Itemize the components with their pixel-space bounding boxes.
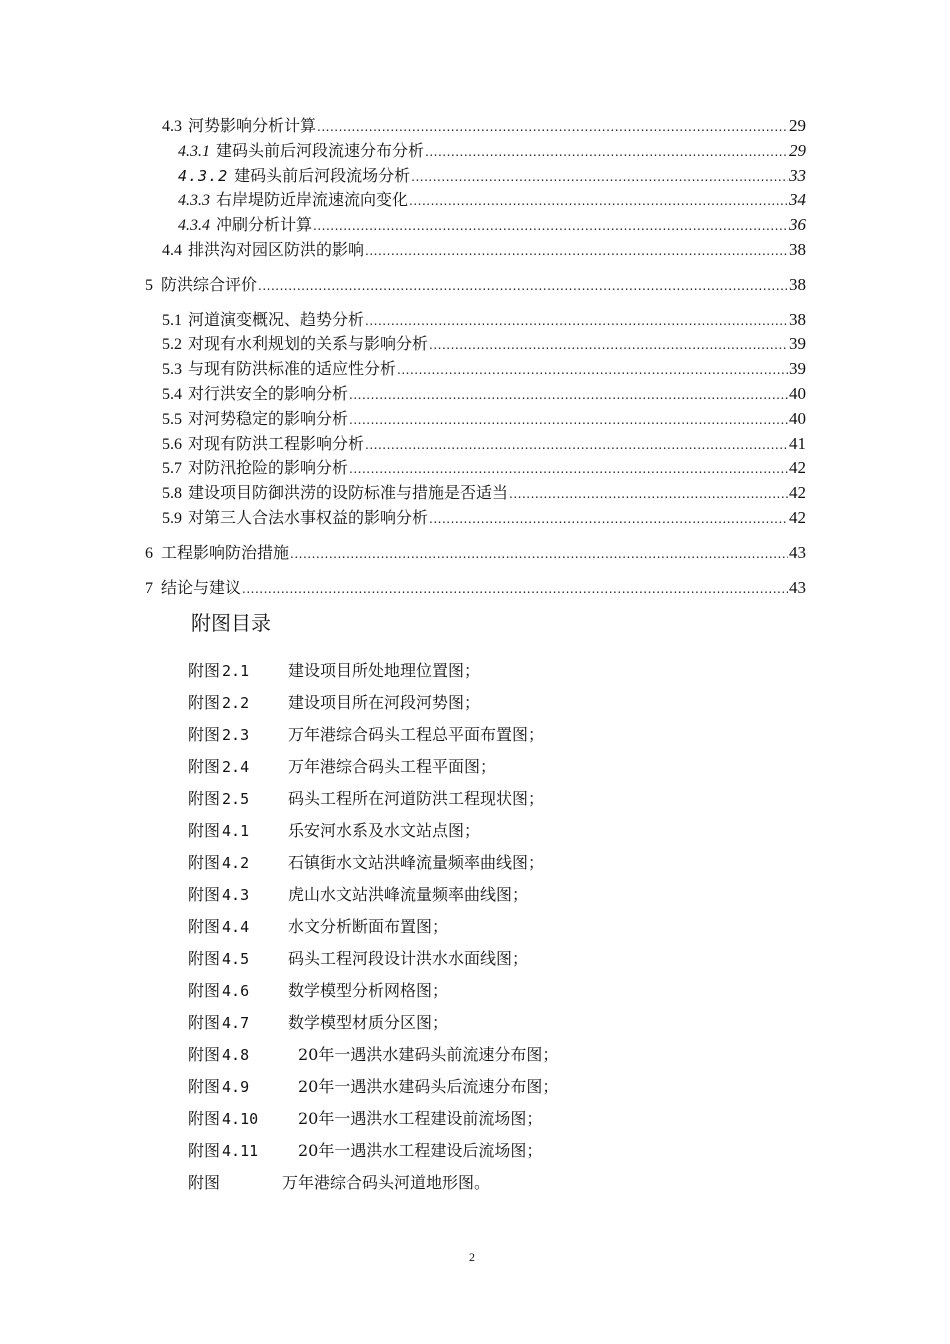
toc-entry[interactable] [162,333,806,355]
toc-entry-label [162,433,364,456]
toc-entry-title: 对河势稳定的影响分析 [188,409,349,428]
toc-entry[interactable] [178,140,806,162]
appendix-figure-number: 4.9 [222,1078,250,1096]
toc-dot-leader [429,508,788,530]
appendix-figure-code [188,979,288,1003]
appendix-figure-code [188,1139,288,1163]
toc-entry-page: 29 [789,141,806,160]
toc-entry-title: 建码头前后河段流场分析 [234,166,411,185]
toc-dot-leader [349,384,788,406]
appendix-figure-item [188,723,544,747]
page-number: 2 [469,1250,475,1264]
appendix-figure-number: 4.8 [222,1046,250,1064]
toc-entry-title: 对现有水利规划的关系与影响分析 [188,334,429,353]
toc-entry-number: 5.5 [162,411,182,428]
toc-entry-number: 5 [145,277,153,294]
appendix-figure-item [188,787,544,811]
appendix-figure-number: 4.4 [222,918,250,936]
appendix-figure-title: 建设项目所处地理位置图； [288,661,481,680]
appendix-figure-title: 万年港综合码头工程总平面布置图； [288,725,545,744]
appendix-figure-number: 4.10 [222,1110,259,1128]
appendix-figure-item [188,883,528,907]
appendix-figure-title: 码头工程河段设计洪水水面线图； [288,949,529,968]
appendix-figure-number: 4.3 [222,886,250,904]
toc-entry-label [162,383,348,406]
appendix-figure-code [188,787,288,811]
toc-dot-leader [242,578,788,600]
toc-entry-page: 29 [789,116,806,135]
toc-entry-page: 39 [789,359,806,378]
toc-entry-title: 冲刷分析计算 [216,215,313,234]
toc-entry-number: 7 [145,580,153,597]
toc-entry-number: 4.3.1 [178,143,210,160]
toc-entry-title: 右岸堤防近岸流速流向变化 [216,190,409,209]
toc-entry-page: 40 [789,409,806,428]
appendix-figure-item [188,1171,490,1195]
toc-entry-number: 5.3 [162,361,182,378]
toc-dot-leader [509,483,788,505]
appendix-figure-prefix: 附图 [188,1109,221,1128]
toc-entry[interactable] [178,214,806,236]
toc-dot-leader [349,409,788,431]
appendix-figure-prefix: 附图 [188,949,221,968]
toc-entry-label [162,309,364,332]
appendix-figure-code [188,1107,288,1131]
toc-entry-title: 与现有防洪标准的适应性分析 [188,359,397,378]
appendix-figure-prefix: 附图 [188,789,221,808]
toc-entry-title: 对第三人合法水事权益的影响分析 [188,508,429,527]
appendix-figure-title: 20年一遇洪水工程建设前流场图； [298,1109,543,1128]
appendix-figure-prefix: 附图 [188,757,221,776]
appendix-figure-prefix: 附图 [188,725,221,744]
toc-entry[interactable] [145,577,806,599]
toc-entry[interactable] [162,457,806,479]
toc-dot-leader [365,240,788,262]
toc-dot-leader [258,275,788,297]
toc-entry-number: 5.9 [162,510,182,527]
toc-entry-label [162,358,396,381]
appendix-figure-code [188,1171,288,1195]
appendix-figure-number: 2.3 [222,726,250,744]
appendix-figure-code [188,947,288,971]
toc-entry[interactable] [162,433,806,455]
toc-entry-page: 43 [789,578,806,597]
toc-entry[interactable] [162,239,806,261]
appendix-figure-title: 码头工程所在河道防洪工程现状图； [288,789,545,808]
toc-dot-leader [411,166,788,188]
toc-entry-label [178,165,410,187]
toc-entry[interactable] [178,189,806,211]
appendix-figure-item [188,659,480,683]
appendix-figure-number: 4.11 [222,1142,259,1160]
toc-entry[interactable] [145,274,806,296]
toc-entry-label [162,239,364,262]
toc-entry-label [178,189,408,212]
appendix-figure-number: 4.6 [222,982,250,1000]
toc-entry-page: 39 [789,334,806,353]
appendix-figure-code [188,723,288,747]
toc-entry-page: 43 [789,543,806,562]
appendix-figure-title: 20年一遇洪水建码头后流速分布图； [298,1077,559,1096]
toc-entry-label [178,214,312,237]
appendix-figure-title: 万年港综合码头工程平面图； [288,757,497,776]
toc-entry-title: 对现有防洪工程影响分析 [188,434,365,453]
appendix-figure-title: 数学模型分析网格图； [288,981,449,1000]
appendix-figure-number: 2.2 [222,694,250,712]
toc-entry-number: 5.2 [162,336,182,353]
toc-entry-number: 5.4 [162,386,182,403]
toc-entry[interactable] [145,542,806,564]
toc-entry-page: 38 [789,275,806,294]
toc-entry-title: 工程影响防治措施 [161,543,290,562]
toc-entry[interactable] [162,383,806,405]
toc-entry[interactable] [162,358,806,380]
toc-entry-title: 河道演变概况、趋势分析 [188,310,365,329]
toc-entry-title: 河势影响分析计算 [188,116,317,135]
toc-dot-leader [365,310,788,332]
toc-entry-title: 对防汛抢险的影响分析 [188,458,349,477]
toc-dot-leader [317,116,788,138]
appendix-figure-code [188,1011,288,1035]
toc-dot-leader [365,434,788,456]
toc-entry-label [162,507,428,530]
toc-entry-title: 建码头前后河段流速分布分析 [216,141,425,160]
appendix-figure-item [188,1075,558,1099]
appendix-figure-item [188,1011,448,1035]
toc-entry-page: 41 [789,434,806,453]
toc-entry-page: 42 [789,508,806,527]
appendix-figure-item [188,915,448,939]
toc-entry-number: 6 [145,545,153,562]
appendix-figure-code [188,755,288,779]
toc-entry-page: 40 [789,384,806,403]
appendix-figure-item [188,1043,558,1067]
toc-entry-page: 34 [789,190,806,209]
appendix-figure-item [188,1139,542,1163]
appendix-figure-prefix: 附图 [188,821,221,840]
appendix-figure-code [188,659,288,683]
appendix-figure-title: 虎山水文站洪峰流量频率曲线图； [288,885,529,904]
toc-entry-title: 排洪沟对园区防洪的影响 [188,240,365,259]
appendix-figure-number: 4.1 [222,822,250,840]
appendix-figure-item [188,979,448,1003]
toc-dot-leader [425,141,788,163]
appendix-figure-number: 2.4 [222,758,250,776]
appendix-figure-code [188,1075,288,1099]
appendix-figure-title: 万年港综合码头河道地形图。 [282,1173,491,1192]
toc-entry-page: 38 [789,240,806,259]
appendix-figure-prefix: 附图 [188,885,221,904]
toc-entry-number: 4.3.2 [178,167,229,185]
toc-entry-number: 4.3 [162,118,182,135]
appendix-figure-item [188,819,480,843]
toc-entry-label [162,457,348,480]
appendix-figure-prefix: 附图 [188,917,221,936]
appendix-figure-number: 2.5 [222,790,250,808]
toc-entry-label [178,140,424,163]
toc-entry-title: 建设项目防御洪涝的设防标准与措施是否适当 [188,483,509,502]
toc-dot-leader [313,215,788,237]
toc-entry-title: 对行洪安全的影响分析 [188,384,349,403]
appendix-figure-prefix: 附图 [188,1141,221,1160]
appendix-figure-prefix: 附图 [188,853,221,872]
toc-entry-number: 5.6 [162,436,182,453]
toc-entry[interactable] [162,482,806,504]
appendix-figure-title: 石镇街水文站洪峰流量频率曲线图； [288,853,545,872]
appendix-figure-item [188,947,528,971]
toc-entry-page: 36 [789,215,806,234]
appendix-figure-title: 数学模型材质分区图； [288,1013,449,1032]
toc-entry-title: 防洪综合评价 [161,275,258,294]
appendix-figure-code [188,915,288,939]
appendix-figure-title: 水文分析断面布置图； [288,917,449,936]
toc-entry-number: 5.1 [162,312,182,329]
appendix-figure-prefix: 附图 [188,1013,221,1032]
toc-entry-label [162,115,316,138]
appendix-figure-number: 4.2 [222,854,250,872]
toc-entry[interactable] [178,165,806,187]
toc-entry-number: 4.3.3 [178,192,210,209]
toc-entry-label [162,482,508,505]
toc-entry-label [162,333,428,356]
appendix-figure-title: 建设项目所在河段河势图； [288,693,481,712]
appendix-figure-item [188,691,480,715]
toc-entry-title: 结论与建议 [161,578,242,597]
appendix-figure-code [188,883,288,907]
toc-entry-number: 4.4 [162,242,182,259]
appendix-figure-code [188,819,288,843]
toc-entry-label [162,408,348,431]
toc-entry-page: 42 [789,483,806,502]
toc-entry-number: 4.3.4 [178,217,210,234]
appendix-figure-title: 20年一遇洪水工程建设后流场图； [298,1141,543,1160]
toc-dot-leader [409,190,788,212]
toc-entry-label [145,542,289,565]
appendix-figure-item [188,1107,542,1131]
toc-entry[interactable] [162,115,806,137]
appendix-figure-code [188,851,288,875]
appendix-figure-prefix: 附图 [188,661,221,680]
appendix-figure-item [188,851,544,875]
toc-dot-leader [397,359,788,381]
toc-dot-leader [349,458,788,480]
appendix-figures-title: 附图目录 [191,611,271,635]
toc-entry[interactable] [162,507,806,529]
toc-entry-number: 5.8 [162,485,182,502]
appendix-figure-prefix: 附图 [188,693,221,712]
toc-entry-label [145,577,241,600]
toc-entry[interactable] [162,309,806,331]
appendix-figure-prefix: 附图 [188,1077,221,1096]
toc-entry-label [145,274,257,297]
appendix-figure-code [188,691,288,715]
toc-entry-page: 42 [789,458,806,477]
appendix-figure-prefix: 附图 [188,1173,221,1192]
appendix-figure-item [188,755,496,779]
appendix-figure-title: 乐安河水系及水文站点图； [288,821,481,840]
toc-entry-page: 33 [789,166,806,185]
toc-entry-page: 38 [789,310,806,329]
appendix-figure-title: 20年一遇洪水建码头前流速分布图； [298,1045,559,1064]
appendix-figure-prefix: 附图 [188,981,221,1000]
appendix-figure-prefix: 附图 [188,1045,221,1064]
toc-dot-leader [429,334,788,356]
toc-entry-number: 5.7 [162,460,182,477]
appendix-figure-number: 2.1 [222,662,250,680]
toc-entry[interactable] [162,408,806,430]
appendix-figure-number: 4.7 [222,1014,250,1032]
toc-dot-leader [290,543,788,565]
appendix-figure-code [188,1043,288,1067]
appendix-figure-number: 4.5 [222,950,250,968]
